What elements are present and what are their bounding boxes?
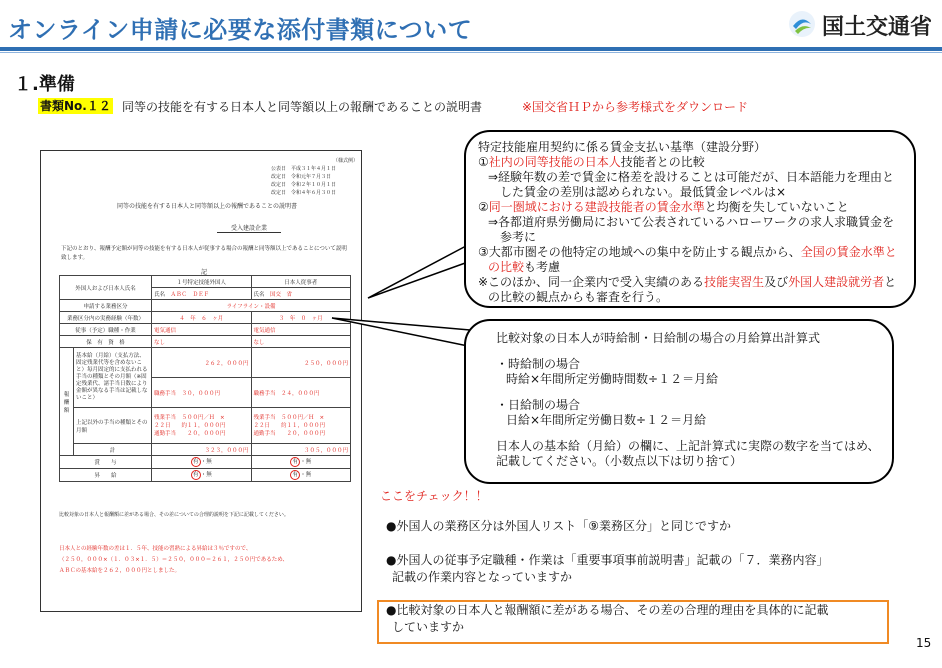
logo-text: 国土交通省	[822, 15, 933, 40]
cell: 残業手当 ５００円／Ｈ × ２２日 約１１，０００円 通勤手当 ２０，０００円	[152, 408, 252, 444]
callout-line: ※このほか、同一企業内で受入実績のある技能実習生及び外国人建設就労者と	[478, 275, 897, 289]
cell: 有 ・無	[251, 456, 351, 469]
cell: 電気通信	[251, 324, 351, 336]
form-title: 同等の技能を有する日本人と同等額以上の報酬であることの説明書	[116, 203, 297, 210]
document-title: 同等の技能を有する日本人と同等額以上の報酬であることの説明書	[122, 100, 483, 114]
page-title: オンライン申請に必要な添付書類について	[8, 16, 473, 44]
col-header: 日本人従事者	[251, 276, 351, 288]
callout-pointer-1	[368, 246, 468, 298]
callout-heading: 特定技能雇用契約に係る賃金支払い基準（建設分野）	[478, 140, 767, 154]
cell: 有 ・無	[152, 469, 252, 482]
section-heading: １.準備	[14, 74, 75, 95]
cell: 氏名 国交 省	[251, 288, 351, 300]
callout-line: の比較も考慮	[488, 260, 561, 274]
row-label: 従事（予定）職種・作業	[60, 324, 152, 336]
cell: 有 ・無	[152, 456, 252, 469]
cell: ３２３，０００円	[152, 444, 252, 456]
row-label: 外国人および日本人氏名	[60, 276, 152, 300]
cell: 電気通信	[152, 324, 252, 336]
col-header: １号特定技能外国人	[152, 276, 252, 288]
selected-mark: 有	[191, 470, 201, 480]
callout-line: 時給×年間所定労働時間数÷１２＝月給	[506, 372, 719, 386]
callout-line: ①社内の同等技能の日本人技能者との比較	[478, 155, 705, 169]
row-label: 報酬額	[60, 348, 74, 456]
row-label: 賞 与	[60, 456, 152, 469]
callout-line: ⇒各都道府県労働局において公表されているハローワークの求人求職賃金を	[488, 215, 895, 229]
selected-mark: 有	[290, 457, 300, 467]
form-explanation: 日本人との経験年数の差は１．５年、技能の習熟による昇給は３％ですので、 （２５０，０００×（１．０３×１．５）＝２５０，０００＝２６１，２５０円であるため、 ＡＢＣの基本給を２６２，０００円としました。	[59, 546, 288, 574]
form-footnote: 比較対象の日本人と報酬額に差がある場合、その差についての合理的説明を下記に記載してください。	[59, 512, 289, 518]
cell: 有 ・無	[251, 469, 351, 482]
callout-line: 日本人の基本給（月給）の欄に、上記計算式に実際の数字を当てはめ、	[496, 438, 880, 453]
selected-mark: 有	[290, 470, 300, 480]
form-date: 改定日 令和元年７月３日	[271, 174, 332, 180]
form-date: 改定日 令和４年６月３０日	[271, 190, 337, 196]
row-label: 申請する業務区分	[60, 300, 152, 312]
cell: ライフライン・設備	[152, 300, 351, 312]
cell: ２５０，０００円	[251, 348, 351, 378]
page-number: 15	[916, 636, 932, 650]
checklist-heading: ここをチェック！！	[380, 489, 488, 503]
form-ki: 記	[201, 269, 208, 276]
form-id: （様式例）	[333, 158, 359, 164]
callout-line: ②同一圏域における建設技能者の賃金水準と均衡を失していないこと	[478, 200, 849, 214]
checklist-item: ●比較対象の日本人と報酬額に差がある場合、その差の合理的理由を具体的に記載 していますか	[386, 603, 829, 634]
callout-line: ⇒経験年数の差で賃金に格差を設けることは可能だが、日本語能力を理由と	[488, 170, 895, 184]
cell: なし	[251, 336, 351, 348]
form-date: 改定日 令和２年１０月１日	[271, 182, 337, 188]
wage-criteria-callout	[464, 130, 916, 308]
cell: ２６２，０００円	[152, 348, 252, 378]
callout-line: ・時給制の場合	[496, 356, 581, 371]
form-intro: 下記のとおり、報酬予定額が同等の技能を有する日本人が従事する場合の報酬と同等額以上であることについて説明致します。	[61, 246, 347, 261]
checklist-item: ●外国人の従事予定職種・作業は「重要事項事前説明書」記載の「７．業務内容」 記載の作業内容となっていますか	[386, 553, 829, 584]
cell: 職務手当 ３０，０００円	[152, 378, 252, 408]
row-label: 基本給（月給）（支払方法、固定残業代等を含めないこと）毎月固定的に支払われる手当の種類とその月額（※固定残業代、諸手当日数により金額が異なる手当は記載しないこと）	[74, 348, 152, 408]
callout-line: 参考に	[500, 230, 537, 244]
callout-line: 記載してください。（小数点以下は切り捨て）	[496, 454, 743, 468]
row-label: 保 有 資 格	[60, 336, 152, 348]
cell: 職務手当 ２４，０００円	[251, 378, 351, 408]
form-company: 受入建設企業	[217, 223, 281, 233]
cell: ３ 年 ０ ヶ月	[251, 312, 351, 324]
cell: ４ 年 ６ ヶ月	[152, 312, 252, 324]
cell: なし	[152, 336, 252, 348]
row-label: 計	[74, 444, 152, 456]
selected-mark: 有	[191, 457, 201, 467]
row-label: 上記以外の手当の種類とその月額	[74, 408, 152, 444]
cell: 氏名 ＡＢＣ ＤＥＦ	[152, 288, 252, 300]
callout-pointer-2	[332, 318, 470, 346]
callout-heading: 比較対象の日本人が時給制・日給制の場合の月給算出計算式	[496, 331, 821, 345]
document-number-label: 書類No.１２	[40, 99, 111, 113]
cell: 残業手当 ５００円／Ｈ × ２２日 約１１，０００円 通勤手当 ２０，０００円	[251, 408, 351, 444]
callout-line: 日給×年間所定労働日数÷１２＝月給	[506, 413, 707, 427]
cell: ３０５，０００円	[251, 444, 351, 456]
callout-line: ・日給制の場合	[496, 397, 581, 412]
row-label: 昇 給	[60, 469, 152, 482]
callout-line: ③大都市圏その他特定の地域への集中を防止する観点から、全国の賃金水準と	[478, 245, 897, 259]
monthly-salary-formula-callout	[464, 319, 894, 484]
checklist-item: ●外国人の業務区分は外国人リスト「⑨業務区分」と同じですか	[386, 519, 731, 533]
row-label: 業務区分内の実務経験（年数）	[60, 312, 152, 324]
download-note: ※国交省ＨＰから参考様式をダウンロード	[522, 100, 749, 114]
callout-line: の比較の観点からも審査を行う。	[488, 290, 669, 304]
form-date: 公表日 平成３１年４月１日	[271, 166, 337, 172]
callout-line: した賃金の差別は認められない。最低賃金レベルは×	[500, 185, 787, 199]
